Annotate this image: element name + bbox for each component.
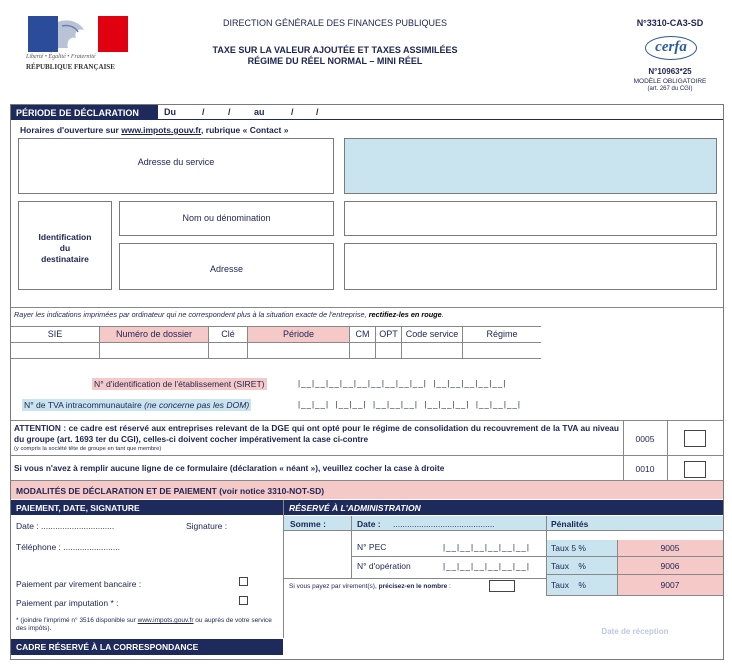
- penalty-code-1: 9005: [660, 543, 680, 553]
- admin-date: Date :: [357, 519, 381, 529]
- period-au: au: [254, 107, 265, 117]
- operation-boxes[interactable]: |__|__|__|__|__|__|: [443, 562, 530, 571]
- impots-link[interactable]: www.impots.gouv.fr: [121, 125, 202, 135]
- payment-virement: Paiement par virement bancaire :: [16, 579, 142, 589]
- admin-pec: N° PEC: [357, 542, 387, 552]
- recipient-label-2: du: [59, 243, 71, 253]
- col-regime: Régime: [486, 329, 518, 339]
- admin-title: RÉSERVÉ À L'ADMINISTRATION: [284, 500, 723, 515]
- recipient-name-label: Nom ou dénomination: [182, 213, 271, 223]
- form-title-line1: TAXE SUR LA VALEUR AJOUTÉE ET TAXES ASSIMILÉES: [212, 45, 458, 55]
- admin-somme: Somme :: [290, 519, 326, 529]
- republique-logo: [26, 16, 136, 76]
- reception-date: Date de réception: [601, 627, 669, 636]
- attention-text: ATTENTION : ce cadre est réservé aux entreprises relevant de la DGE qui ont opté pour le régime de consolidation du recouvrement de la TVA au niveau du groupe (art. 1693 ter du CGI), celles-ci doivent cocher impérativement la case ci-contre: [14, 423, 619, 444]
- recipient-address-label-box: [119, 243, 334, 290]
- siret-boxes[interactable]: |__|__|__|__|__|__|__|__|__| |__|__|__|__|__|: [298, 379, 507, 388]
- payment-date[interactable]: Date : ...............................: [16, 521, 115, 531]
- penalties-title: Pénalités: [547, 516, 723, 531]
- hours-prefix: Horaires d'ouverture sur: [20, 125, 122, 135]
- codes-table: [11, 326, 541, 359]
- col-sie: SIE: [47, 329, 63, 339]
- payment-imputation: Paiement par imputation * :: [16, 598, 119, 608]
- strike-note-emph: rectifiez-les en rouge: [368, 310, 442, 319]
- col-periode: Période: [248, 327, 349, 342]
- period-slash-2: /: [228, 107, 231, 117]
- cerfa-text: cerfa: [655, 39, 687, 55]
- agency-name: DIRECTION GÉNÉRALE DES FINANCES PUBLIQUES: [222, 18, 448, 28]
- neant-text: Si vous n'avez à remplir aucune ligne de ce formulaire (déclaration « néant »), veuillez cocher la case à droite: [14, 463, 445, 473]
- col-cm: CM: [355, 329, 370, 339]
- form-title-line2: RÉGIME DU RÉEL NORMAL – MINI RÉEL: [247, 56, 423, 66]
- period-slash-4: /: [316, 107, 319, 117]
- attention-sub: (y compris la société tête de groupe en tant que membre): [14, 446, 162, 452]
- siret-label: N° d'identification de l'établissement (SIRET): [94, 379, 265, 389]
- tva-boxes[interactable]: |__|__| |__|__| |__|__|__| |__|__|__| |__|__|__|: [298, 400, 521, 409]
- penalty-label-2: Taux %: [551, 561, 586, 571]
- marianne-flag-icon: [28, 16, 128, 52]
- neant-code: 0010: [635, 464, 655, 474]
- col-cle: Clé: [221, 329, 235, 339]
- payment-phone[interactable]: Téléphone : ........................: [16, 542, 120, 552]
- penalty-code-3: 9007: [660, 580, 680, 590]
- virements-count-field[interactable]: [489, 580, 515, 592]
- strike-note: Rayer les indications imprimées par ordinateur qui ne correspondent plus à la situation exacte de l'entreprise, rectifiez-les en rouge.: [14, 310, 444, 319]
- payment-note: * (joindre l'imprimé n° 3516 disponible sur www.impots.gouv.fr ou auprès de votre service des impôts).: [16, 617, 272, 632]
- imputation-checkbox[interactable]: [239, 596, 248, 605]
- tva-note: (ne concerne pas les DOM): [144, 400, 250, 410]
- penalty-code-2: 9006: [660, 561, 680, 571]
- admin-operation: N° d'opération: [357, 561, 411, 571]
- service-address-field[interactable]: [344, 138, 717, 194]
- period-du: Du: [164, 107, 176, 117]
- cerfa-logo: [645, 36, 697, 60]
- model-line1: MODÈLE OBLIGATOIRE: [633, 78, 707, 85]
- virement-checkbox[interactable]: [239, 577, 248, 586]
- col-dossier: Numéro de dossier: [100, 327, 208, 342]
- logo-motto: Liberté • Égalité • Fraternité: [26, 54, 96, 60]
- pec-boxes[interactable]: |__|__|__|__|__|__|: [443, 543, 530, 552]
- note-impots-link[interactable]: www.impots.gouv.fr: [137, 617, 194, 624]
- recipient-name-field[interactable]: [344, 201, 717, 236]
- model-line2: (art. 267 du CGI): [647, 86, 693, 92]
- period-label: PÉRIODE DE DÉCLARATION: [11, 105, 158, 120]
- recipient-address-field[interactable]: [344, 243, 717, 290]
- service-address-label: Adresse du service: [137, 157, 215, 167]
- admin-date-dots: ...........................................: [393, 519, 495, 529]
- penalty-label-3: Taux %: [551, 580, 586, 590]
- logo-name: RÉPUBLIQUE FRANÇAISE: [26, 63, 115, 71]
- recipient-label-1: Identification: [38, 232, 92, 242]
- form-number: N°3310-CA3-SD: [636, 18, 704, 28]
- recipient-label-3: destinataire: [41, 254, 89, 264]
- recipient-name-label-box: [119, 201, 334, 236]
- period-slash-1: /: [202, 107, 205, 117]
- cerfa-number: N°10963*25: [648, 67, 692, 76]
- recipient-address-label: Adresse: [209, 264, 244, 274]
- col-code-service: Code service: [405, 329, 459, 339]
- service-address-label-box: [18, 138, 334, 194]
- period-slash-3: /: [291, 107, 294, 117]
- attention-checkbox[interactable]: [684, 430, 706, 447]
- virements-count-label: Si vous payez par virement(s), précisez-en le nombre :: [289, 583, 451, 590]
- modalites-title: MODALITÉS DE DÉCLARATION ET DE PAIEMENT (voir notice 3310-NOT-SD): [11, 480, 723, 499]
- col-opt: OPT: [379, 329, 398, 339]
- period-field[interactable]: [158, 105, 723, 120]
- penalty-label-1: Taux 5 %: [551, 543, 586, 553]
- attention-code: 0005: [635, 434, 655, 444]
- neant-checkbox[interactable]: [684, 461, 706, 478]
- tva-label: N° de TVA intracommunautaire (ne concerne pas les DOM): [24, 400, 250, 410]
- recipient-label-box: [18, 201, 112, 290]
- hours-suffix: , rubrique « Contact »: [201, 125, 289, 135]
- payment-signature[interactable]: Signature :: [186, 521, 228, 531]
- payment-title: PAIEMENT, DATE, SIGNATURE: [11, 500, 283, 515]
- opening-hours: [20, 125, 288, 135]
- correspondence-title: CADRE RÉSERVÉ À LA CORRESPONDANCE: [11, 639, 283, 655]
